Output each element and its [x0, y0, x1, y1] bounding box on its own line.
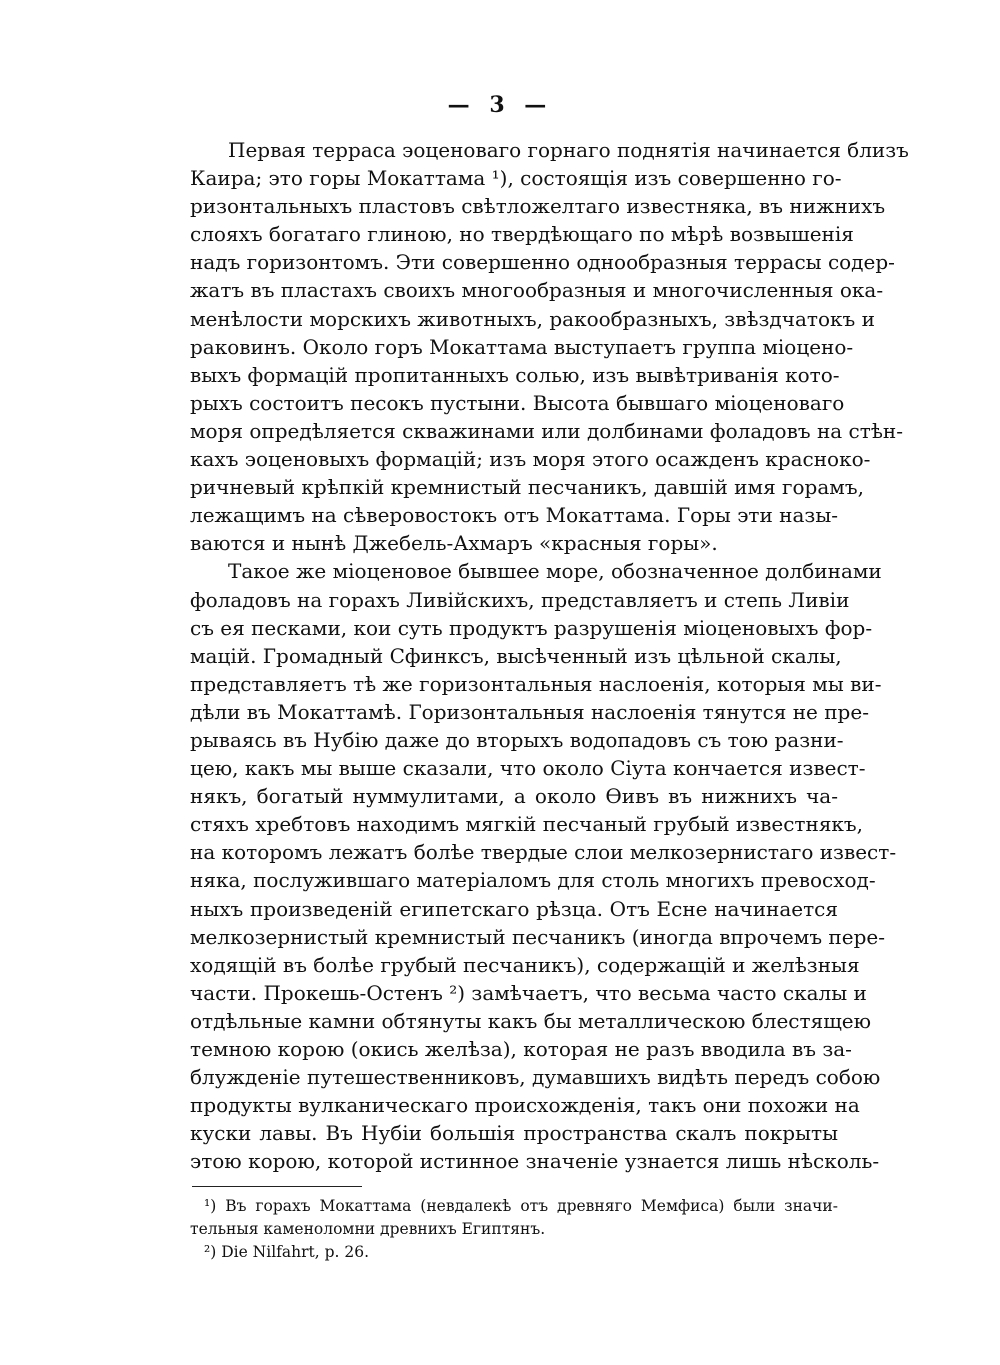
text-line: стяхъ хребтовъ находимъ мягкій песчаный грубый известнякъ, [190, 812, 864, 837]
text-line: Каира; это горы Мокаттама ¹), состоящія изъ совершенно го- [190, 166, 842, 191]
text-line: части. Прокешь-Остенъ ²) замѣчаетъ, что весьма часто скалы и [190, 980, 867, 1005]
text-line: представляетъ тѣ же горизонтальныя наслоенія, которыя мы ви- [190, 671, 882, 696]
text-line: няка, послужившаго матеріаломъ для столь многихъ превосход- [190, 868, 876, 893]
text-line: куски лавы. Въ Нубіи большія пространства скалъ покрыты [190, 1121, 838, 1146]
text-line: рыхъ состоитъ песокъ пустыни. Высота бывшаго міоценоваго [190, 390, 845, 415]
footnote-line: ¹) Въ горахъ Мокаттама (невдалекѣ отъ древняго Мемфиса) были значи- [204, 1197, 838, 1215]
text-line: жатъ въ пластахъ своихъ многообразныя и многочисленныя ока- [190, 278, 884, 303]
text-line: някъ, богатый нуммулитами, а около Ѳивъ въ нижнихъ ча- [190, 784, 838, 809]
text-line: моря опредѣляется скважинами или долбинами фоладовъ на стѣн- [190, 418, 903, 443]
text-line: ныхъ произведеній египетскаго рѣзца. Отъ Есне начинается [190, 896, 838, 921]
text-line: ходящій въ болѣе грубый песчаникъ), содержащій и желѣзныя [190, 952, 860, 977]
text-line: этою корою, которой истинное значеніе узнается лишь нѣсколь- [190, 1149, 880, 1174]
text-line: блужденіе путешественниковъ, думавшихъ видѣть передъ собою [190, 1065, 881, 1090]
text-line: ризонтальныхъ пластовъ свѣтложелтаго известняка, въ нижнихъ [190, 194, 886, 219]
text-line: рываясь въ Нубію даже до вторыхъ водопадовъ съ тою разни- [190, 727, 844, 752]
footnote-line: тельныя каменоломни древнихъ Египтянъ. [190, 1220, 546, 1238]
text-line: лежащимъ на сѣверовостокъ отъ Мокаттама. Горы эти назы- [190, 503, 838, 528]
text-line: мацій. Громадный Сфинксъ, высѣченный изъ цѣльной скалы, [190, 643, 842, 668]
footnote-line: ²) Die Nilfahrt, p. 26. [204, 1243, 370, 1261]
text-line: кахъ эоценовыхъ формацій; изъ моря этого осажденъ красноко- [190, 447, 871, 472]
text-line: надъ горизонтомъ. Эти совершенно однообразныя террасы содер- [190, 250, 895, 275]
text-line: раковинъ. Около горъ Мокаттама выступаетъ группа міоцено- [190, 334, 854, 359]
text-line: продукты вулканическаго происхожденія, такъ они похожи на [190, 1093, 860, 1118]
footnote-divider [192, 1186, 362, 1187]
text-line: ричневый крѣпкій кремнистый песчаникъ, давшій имя горамъ, [190, 475, 864, 500]
footnotes [190, 1195, 838, 1264]
text-line: мелкозернистый кремнистый песчаникъ (иногда впрочемъ пере- [190, 924, 885, 949]
text-line: отдѣльные камни обтянуты какъ бы металлическою блестящею [190, 1008, 872, 1033]
body-text [190, 136, 909, 1175]
text-line: дѣли въ Мокаттамѣ. Горизонтальныя наслоенія тянутся не пре- [190, 699, 869, 724]
text-line: съ ея песками, кои суть продуктъ разрушенія міоценовыхъ фор- [190, 615, 873, 640]
paragraph-2 [190, 557, 897, 1175]
text-line: цею, какъ мы выше сказали, что около Сіута кончается извест- [190, 756, 866, 781]
text-line: Такое же міоценовое бывшее море, обозначенное долбинами [228, 559, 882, 584]
text-line: слояхъ богатаго глиною, но твердѣющаго по мѣрѣ возвышенія [190, 222, 854, 247]
text-line: выхъ формацій пропитанныхъ солью, изъ вывѣтриванія кото- [190, 362, 840, 387]
text-line: темною корою (окись желѣза), которая не разъ вводила въ за- [190, 1037, 852, 1061]
text-line: на которомъ лежатъ болѣе твердые слои мелкозернистаго извест- [190, 840, 897, 865]
paragraph-1 [190, 136, 909, 557]
text-line: ваются и нынѣ Джебель-Ахмаръ «красныя горы». [190, 531, 718, 556]
text-line: фоладовъ на горахъ Ливійскихъ, представляетъ и степь Ливіи [190, 587, 850, 612]
text-line: Первая терраса эоценоваго горнаго поднятія начинается близъ [228, 138, 909, 162]
text-line: менѣлости морскихъ животныхъ, ракообразныхъ, звѣздчатокъ и [190, 306, 875, 331]
page-number: — 3 — [447, 92, 553, 118]
